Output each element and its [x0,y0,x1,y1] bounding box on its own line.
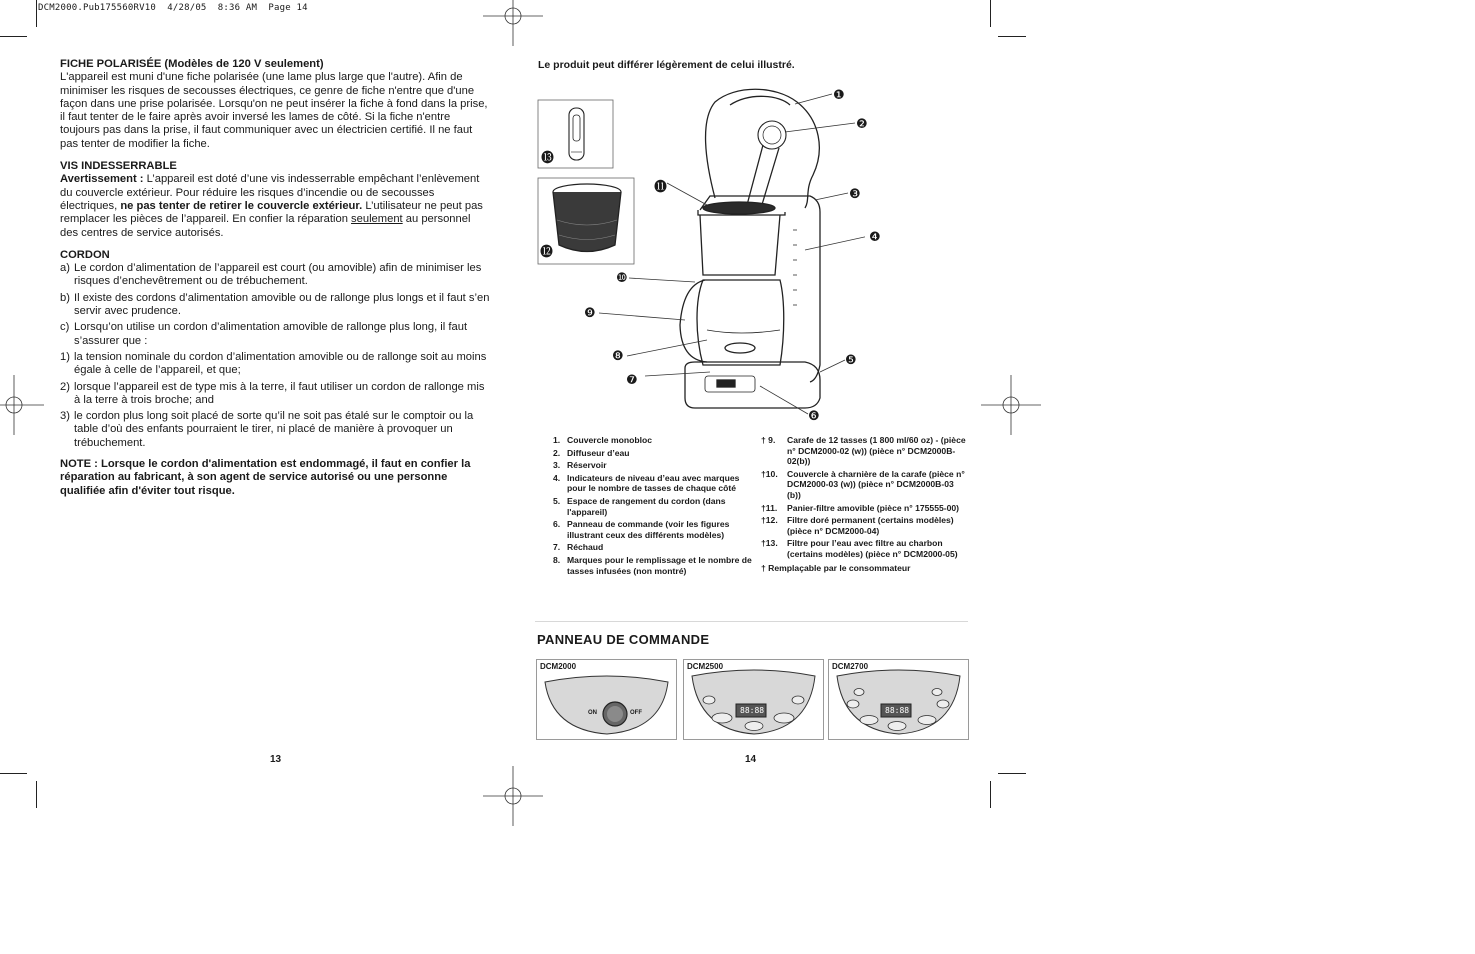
tamper-screw-text: L’appareil est doté d’une vis indesserrable empêchant l’enlèvement du couvercle extérieur. Pour réduire les risques d’incendie ou de secousses électriques, [60,173,480,212]
parts-row [553,435,753,446]
crop-mark [36,781,37,808]
crop-mark [0,36,27,37]
callout-6: ❻ [808,408,820,423]
parts-list-left [553,435,753,578]
parts-row [553,448,753,459]
parts-row [553,460,753,471]
parts-row [761,469,966,501]
section-divider [535,621,968,622]
part-number: †12. [761,515,778,526]
registration-mark-left [0,375,44,435]
part-name: Panier-filtre amovible (pièce n° 175555-00) [787,502,960,513]
part-number: 1. [553,435,561,445]
part-number: † 9. [761,435,776,445]
off-label: OFF [630,710,642,716]
section-heading-tamper-screw: VIS INDESSERRABLE [60,160,177,173]
crop-mark [36,0,37,27]
page-number-right: 14 [745,754,757,765]
part-number: 7. [553,542,561,553]
parts-row [553,473,753,494]
part-name: Filtre pour l’eau avec filtre au charbon (certains modèles) (pièce n° DCM2000-05) [787,538,958,559]
list-text: Lorsqu’on utilise un cordon d’alimentation amovible de rallonge plus long, il faut s’assurer que : [74,321,468,347]
control-panel-dcm2700 [828,659,969,740]
part-number: †10. [761,468,778,479]
panel-dcm2700-drawing [829,660,968,739]
registration-mark-top [483,0,543,46]
part-name: Carafe de 12 tasses (1 800 ml/60 oz) - (pièce n° DCM2000-02 (w)) (pièce n° DCM2000B-02(b)) [787,435,966,467]
control-panel-dcm2000 [536,659,677,740]
callout-10: ❿ [616,270,628,285]
crop-mark [990,0,991,27]
left-page-text [60,58,490,507]
part-name: Indicateurs de niveau d’eau avec marques pour le nombre de tasses de chaque côté [567,472,740,494]
part-name: Panneau de commande (voir les figures illustrant ceux des différents modèles) [567,519,730,540]
parts-row [761,515,966,536]
control-panel-dcm2500 [683,659,824,740]
parts-row [553,519,753,540]
parts-row [553,496,753,517]
list-item [60,262,490,289]
list-key: 2) [60,380,70,393]
parts-row [553,555,753,576]
list-text: Il existe des cordons d’alimentation amovible ou de rallonge plus longs et il faut s’en servir avec prudence. [74,291,490,318]
list-item [60,410,490,450]
callout-1: ❶ [833,87,845,102]
page-number-left: 13 [270,754,282,765]
part-number: †13. [761,538,778,549]
parts-row [761,503,966,514]
part-name: Espace de rangement du cordon (dans l'appareil) [567,495,726,517]
replaceable-footnote: † Remplaçable par le consommateur [761,562,911,573]
crop-mark [998,773,1026,774]
callout-12: ⓬ [540,244,554,259]
list-key: 3) [60,410,70,423]
part-name: Diffuseur d’eau [567,447,630,458]
part-name: Réchaud [567,542,604,553]
crop-mark [990,781,991,808]
callout-3: ❸ [849,186,861,201]
illustration-caption: Le produit peut différer légèrement de celui illustré. [538,59,795,71]
part-number: 8. [553,554,561,565]
list-key: 1) [60,350,70,363]
crop-mark [998,36,1026,37]
list-item [60,292,490,319]
part-number: 6. [553,519,561,530]
list-text: lorsque l’appareil est de type mis à la terre, il faut utiliser un cordon de rallonge mis à la terre à trois broche; and [74,380,485,406]
part-name: Couvercle monobloc [567,435,652,445]
on-label: ON [588,710,597,716]
part-number: 5. [553,495,561,506]
clock-display: 88:88 [885,706,910,715]
part-name: Filtre doré permanent (certains modèles) (pièce n° DCM2000-04) [787,515,954,536]
list-item [60,351,490,378]
list-item [60,321,490,348]
model-label: DCM2000 [540,662,577,671]
callout-11: ⓫ [654,179,668,194]
callout-4: ❹ [869,229,881,244]
list-key: c) [60,321,70,334]
tamper-screw-bold: ne pas tenter de retirer le couvercle extérieur. [120,199,363,212]
cord-damage-note: NOTE : Lorsque le cordon d'alimentation est endommagé, il faut en confier la réparation au fabricant, à son agent de service autorisé ou une personne qualifiée afin d'éviter tout risque. [60,458,471,497]
list-text: Le cordon d’alimentation de l’appareil est court (ou amovible) afin de minimiser les risques d’enchevêtrement ou de trébuchement. [74,262,482,288]
list-key: a) [60,262,70,275]
warning-label: Avertissement : [60,173,144,186]
underlined-word: seulement [351,213,403,226]
coffee-maker-illustration [535,80,865,425]
list-key: b) [60,291,70,304]
panel-dcm2500-drawing [684,660,823,739]
part-name: Marques pour le remplissage et le nombre de tasses infusées (non montré) [567,554,752,576]
callout-7: ❼ [626,372,638,387]
section-heading-polarized-plug: FICHE POLARISÉE (Modèles de 120 V seulement) [60,58,324,70]
tamper-screw-text-2: L’utilisateur ne peut pas remplacer les pièces de l’appareil. En confier la réparation [60,199,483,226]
tamper-screw-text-3: au personnel des centres de service autorisés. [60,213,471,239]
list-text: la tension nominale du cordon d’alimentation amovible ou de rallonge soit au moins égale à celle de l’appareil, et que; [74,350,487,377]
callout-5: ❺ [845,352,857,367]
clock-display: 88:88 [740,706,765,715]
model-label: DCM2500 [687,662,724,671]
list-text: le cordon plus long soit placé de sorte qu’il ne soit pas étalé sur le comptoir ou la table d’où des enfants pourraient le tirer, ni placé de manière à provoquer un trébuchement. [74,410,474,449]
control-panel-title: PANNEAU DE COMMANDE [537,632,710,647]
model-label: DCM2700 [832,662,869,671]
callout-2: ❷ [856,116,868,131]
part-number: †11. [761,502,778,513]
crop-mark [0,773,27,774]
print-slug: DCM2000.Pub175560RV10 4/28/05 8:36 AM Page 14 [38,3,308,13]
callout-8: ❽ [612,348,624,363]
section-heading-cord: CORDON [60,248,110,261]
registration-mark-right [981,375,1041,435]
polarized-plug-body: L'appareil est muni d'une fiche polarisée (une lame plus large que l'autre). Afin de minimiser les risques de secousses électriques, ce genre de fiche n'entre que d'une façon dans une prise polarisée. Lorsqu'on ne peut insérer la fiche à fond dans la prise, il faut tenter de le faire après avoir inversé les lames de côté. Si la fiche n'entre toujours pas dans la prise, il faut communiquer avec un électricien certifié. Il ne faut pas tenter de modifier la fiche. [60,71,488,150]
callout-9: ❾ [584,305,596,320]
list-item [60,381,490,408]
part-name: Couvercle à charnière de la carafe (pièce n° DCM2000-03 (w)) (pièce n° DCM2000B-03 (b)) [787,468,965,500]
parts-list-right [761,435,966,573]
tamper-screw-body [60,173,490,239]
part-number: 2. [553,447,561,458]
part-number: 3. [553,460,561,471]
parts-row [761,435,966,467]
part-number: 4. [553,472,561,483]
parts-row [553,542,753,553]
part-name: Réservoir [567,460,607,471]
registration-mark-bottom [483,766,543,826]
panel-dcm2000-drawing [537,660,676,739]
callout-13: ⓭ [541,150,555,165]
parts-row [761,538,966,559]
